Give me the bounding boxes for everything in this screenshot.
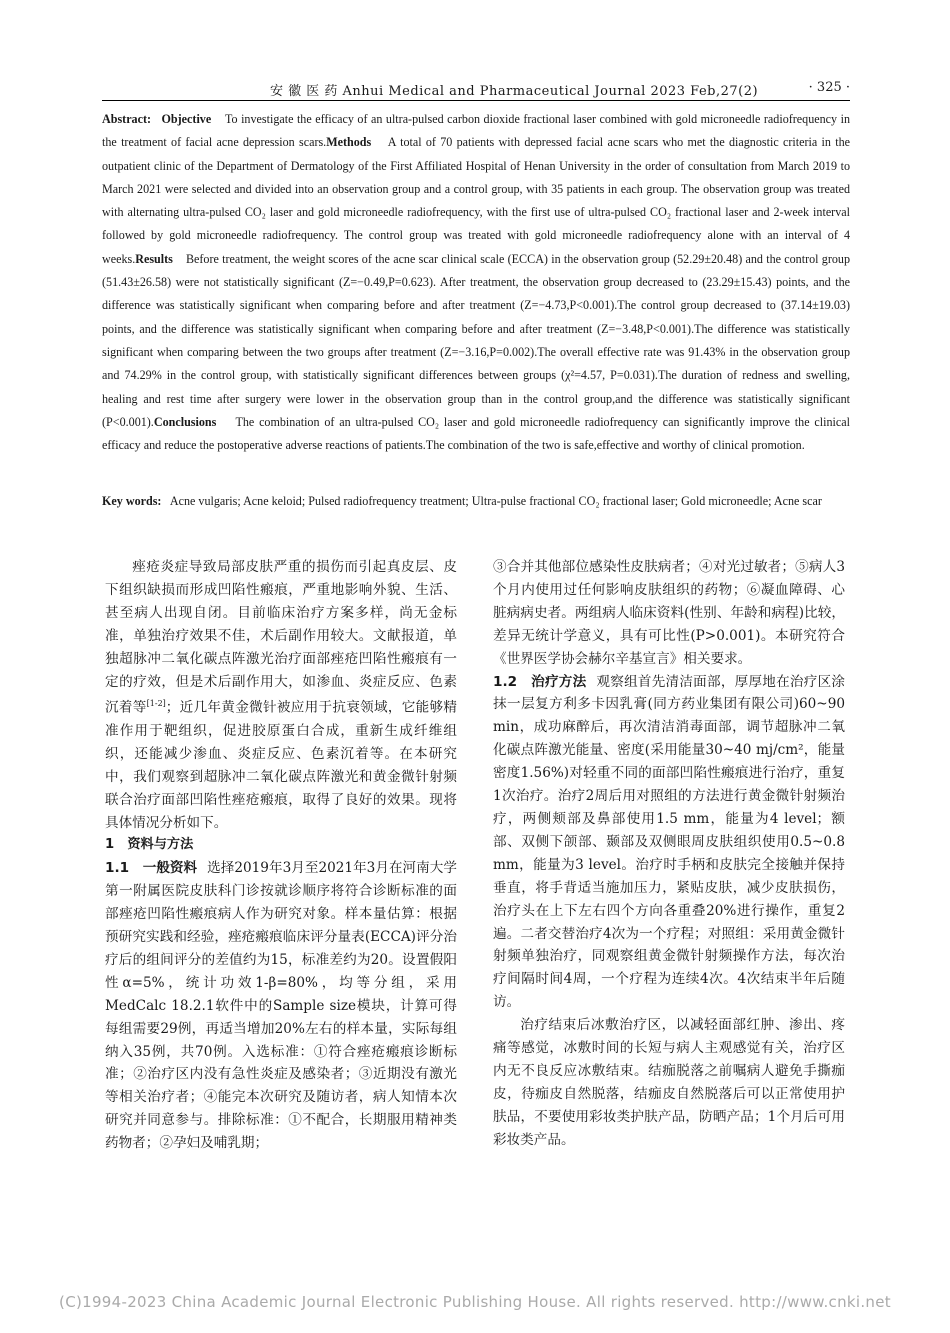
section-1-1-paragraph [105, 857, 457, 1155]
section-1-2-text: 观察组首先清洁面部，厚厚地在治疗区涂抹一层复方利多卡因乳膏(同方药业集团有限公司)60~90 min，成功麻醉后，再次清洁消毒面部，调节超脉冲二氧化碳点阵激光能量、密度(采用能量30~40 mj/cm²，能量密度1.56%)对轻重不同的面部凹陷性瘢痕进行治疗，重复1次治疗。治疗2周后用对照组的方法进行黄金微针射频治疗，两侧颊部及鼻部使用1.5 mm，能量为4 level；额部、双侧下颌部、颞部及双侧眼周皮肤组织使用0.5~0.8 mm，能量为3 level。治疗时手柄和皮肤完全接触并保持垂直，将手背适当施加压力，紧贴皮肤，减少皮肤损伤，治疗头在上下左右四个方向各重叠20%进行操作，重复2遍。二者交替治疗4次为一个疗程；对照组：采用黄金微针射频单独治疗，同观察组黄金微针射频操作方法，每次治疗间隔时间4周，一个疗程为连续4次。4次结束半年后随访。 [493, 673, 845, 1011]
left-column [105, 556, 457, 1155]
intro-text-cont: ；近几年黄金微针被应用于抗衰领域，它能够精准作用于靶组织，促进胶原蛋白合成，重新生成纤维组织，还能减少渗血、炎症反应、色素沉着等。在本研究中，我们观察到超脉冲二氧化碳点阵激光和黄金微针射频联合治疗面部凹陷性痤疮瘢痕，取得了良好的效果。现将具体情况分析如下。 [105, 699, 458, 831]
section-1-1-continued: ③合并其他部位感染性皮肤病者；④对光过敏者；⑤病人3个月内使用过任何影响皮肤组织的药物；⑥凝血障碍、心脏病病史者。两组病人临床资料(性别、年龄和病程)比较，差异无统计学意义，具有可比性(P>0.001)。本研究符合《世界医学协会赫尔辛基宣言》相关要求。 [493, 559, 845, 667]
objective-text: To investigate the efficacy of an ultra-pulsed carbon dioxide fractional laser combined with gold microneedle radiofrequency in the treatment of facial acne depression scars. [102, 112, 850, 150]
section-heading-1: 1 资料与方法 [105, 837, 194, 853]
citation-ref: [1-2] [146, 699, 166, 709]
results-text: Before treatment, the weight scores of the acne scar clinical scale (ECCA) in the observation group (52.29±20.48) and the control group (51.43±26.58) were not statistically significant (Z=−0.49,P=0.623). After treatment, the observation group decreased to (23.29±15.43) points, and the difference was statistically significant when comparing before and after treatment (Z=−4.73,P<0.001).The control group decreased to (37.14±19.03) points, and the difference was statistically significant when comparing before and after treatment (Z=−3.48,P<0.001).The difference was statistically significant when comparing between the two groups after treatment (Z=−3.16,P=0.002).The overall effective rate was 91.43% in the observation group and 74.29% in the control group, with statistically significant differences between groups (χ²=4.57, P=0.031).The duration of redness and swelling, healing and rest time after surgery were lower in the observation group than in the control group,and the difference was statistically significant (P<0.001). [102, 251, 851, 429]
intro-paragraph [105, 556, 457, 834]
keywords-text: Acne vulgaris; Acne keloid; Pulsed radiofrequency treatment; Ultra-pulse fractional CO₂ fractional laser; Gold microneedle; Acne scar [169, 494, 822, 508]
copyright-footer: (C)1994-2023 China Academic Journal Electronic Publishing House. All rights reserved. http://www.cnki.net [59, 1293, 891, 1311]
objective-label: Objective [161, 112, 212, 126]
running-header [102, 78, 850, 101]
conclusions-text: The combination of an ultra-pulsed CO₂ laser and gold microneedle radiofrequency can significantly improve the clinical efficacy and reduce the postoperative adverse reactions of patients.The combination of the two is safe,effective and worthy of clinical promotion. [102, 414, 850, 453]
section-1-2-title: 1.2 治疗方法 [493, 673, 587, 690]
intro-text: 痤疮炎症导致局部皮肤严重的损伤而引起真皮层、皮下组织缺损而形成凹陷性瘢痕，严重地影响外貌、生活、甚至病人出现自闭。目前临床治疗方案多样，尚无金标准，单独治疗效果不佳，术后副作用较大。文献报道，单独超脉冲二氧化碳点阵激光治疗面部痤疮凹陷性瘢痕有一定的疗效，但是术后副作用大，如渗血、炎症反应、色素沉着等 [105, 559, 457, 716]
journal-title: 安 徽 医 药 Anhui Medical and Pharmaceutical Journal 2023 Feb,27(2) [270, 84, 759, 99]
methods-text: A total of 70 patients with depressed facial acne scars who met the diagnostic criteria in the outpatient clinic of the Department of Dermatology of the First Affiliated Hospital of Henan University in the order of consultation from March 2019 to March 2021 were selected and divided into an observation group and a control group, with 35 patients in each group. The observation group was treated with alternating ultra-pulsed CO₂ laser and gold microneedle radiofrequency, with the first use of ultra-pulsed CO₂ fractional laser and 2-week interval followed by gold microneedle radiofrequency. The control group was treated with gold microneedle radiofrequency alone with an interval of 4 weeks. [102, 135, 850, 266]
methods-label: Methods [326, 135, 372, 150]
keywords-label: Key words: [102, 494, 162, 508]
english-abstract [102, 108, 850, 457]
section-1-1-title: 1.1 一般资料 [105, 860, 198, 877]
section-1-1-text: 选择2019年3月至2021年3月在河南大学第一附属医院皮肤科门诊按就诊顺序将符合诊断标准的面部痤疮凹陷性瘢痕病人作为研究对象。样本量估算：根据预研究实践和经验，痤疮瘢痕临床评分量表(ECCA)评分治疗后的组间评分的差值约为15，标准差约为20。设置假阳性α=5%，统计功效1-β=80%，均等分组，采用MedCalc 18.2.1软件中的Sample size模块，计算可得每组需要29例，再适当增加20%左右的样本量，实际每组纳入35例，共70例。入选标准：①符合痤疮瘢痕诊断标准；②治疗区内没有急性炎症及感染者；③近期没有激光等相关治疗者；④能完本次研究及随访者，病人知情本次研究并同意参与。排除标准：①不配合，长期服用精神类药物者；②孕妇及哺乳期； [105, 860, 457, 1152]
keywords [102, 490, 850, 513]
section-1-2-paragraph [493, 671, 845, 1015]
results-label: Results [135, 251, 173, 266]
conclusions-label: Conclusions [153, 414, 217, 429]
abstract-label: Abstract: [102, 112, 152, 126]
aftercare-paragraph: 治疗结束后冰敷治疗区，以减轻面部红肿、渗出、疼痛等感觉，冰敷时间的长短与病人主观感觉有关，治疗区内无不良反应冰敷结束。结痂脱落之前嘱病人避免手撕痂皮，待痂皮自然脱落，结痂皮自然脱落后可以正常使用护肤品，不要使用彩妆类护肤产品，防晒产品；1个月后可用彩妆类产品。 [493, 1017, 845, 1148]
right-column [493, 556, 845, 1152]
page-number: · 325 · [808, 80, 850, 95]
